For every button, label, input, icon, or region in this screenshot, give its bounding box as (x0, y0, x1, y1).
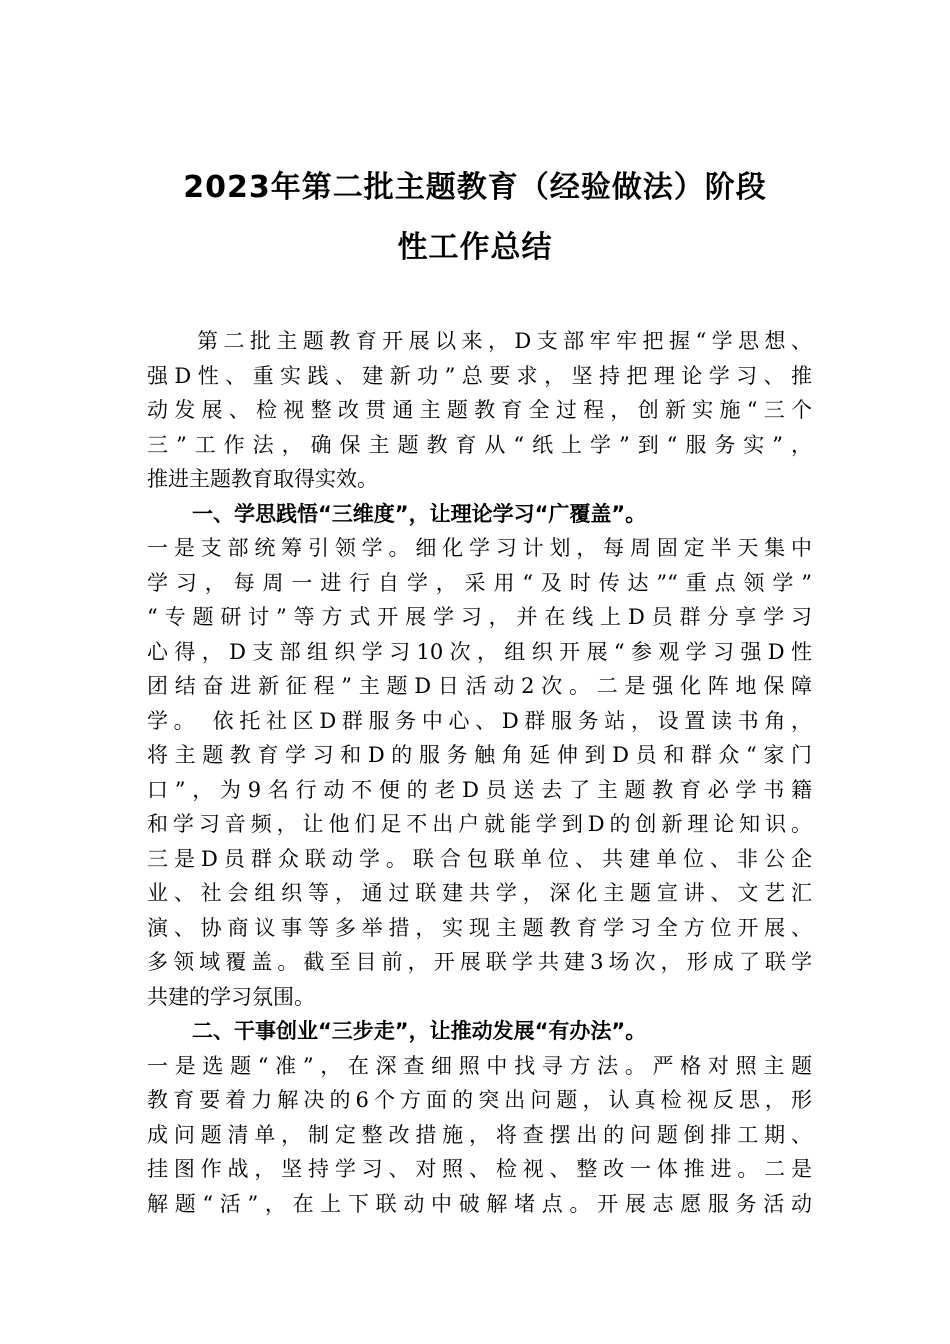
paragraph-line: 强D性、重实践、建新功”总要求，坚持把理论学习、推 (147, 363, 812, 388)
document-body (147, 324, 812, 1221)
paragraph-line: 学习，每周一进行自学，采用“及时传达”“重点领学” (147, 570, 812, 595)
document-title-line-2: 性工作总结 (397, 230, 553, 265)
paragraph-line: 共建的学习氛围。 (147, 984, 315, 1009)
paragraph-line: 动发展、检视整改贯通主题教育全过程，创新实施“三个 (147, 398, 812, 422)
paragraph-line: 第二批主题教育开展以来，D支部牢牢把握“学思想、 (197, 329, 812, 353)
paragraph-line: “专题研讨”等方式开展学习，并在线上D员群分享学习 (147, 605, 812, 629)
paragraph-line: 教育要着力解决的6个方面的突出问题，认真检视反思，形 (147, 1088, 812, 1112)
paragraph-line: 学。 依托社区D群服务中心、D群服务站，设置读书角， (147, 708, 812, 733)
paragraph-line: 推进主题教育取得实效。 (147, 467, 378, 491)
paragraph-line: 团结奋进新征程”主题D日活动2次。二是强化阵地保障 (147, 674, 812, 698)
paragraph-line: 挂图作战，坚持学习、对照、检视、整改一体推进。二是 (147, 1157, 812, 1181)
paragraph-line: 演、协商议事等多举措，实现主题教育学习全方位开展、 (147, 915, 812, 940)
paragraph-line: 将主题教育学习和D的服务触角延伸到D员和群众“家门 (147, 743, 812, 767)
paragraph-line: 三”工作法，确保主题教育从“纸上学”到“服务实”， (147, 432, 812, 457)
document-title-line-1: 2023年第二批主题教育（经验做法）阶段 (183, 170, 767, 205)
paragraph-line: 解题“活”，在上下联动中破解堵点。开展志愿服务活动 (147, 1191, 812, 1216)
paragraph-line: 一是选题“准”，在深查细照中找寻方法。严格对照主题 (147, 1053, 812, 1078)
paragraph-line: 多领域覆盖。截至目前，开展联学共建3场次，形成了联学 (147, 950, 812, 974)
paragraph-line: 心得，D支部组织学习10次，组织开展“参观学习强D性 (147, 639, 812, 664)
paragraph-line: 和学习音频，让他们足不出户就能学到D的创新理论知识。 (147, 812, 812, 836)
paragraph-line: 业、社会组织等，通过联建共学，深化主题宣讲、文艺汇 (147, 881, 812, 905)
paragraph-line: 口”，为9名行动不便的老D员送去了主题教育必学书籍 (147, 777, 812, 802)
paragraph-line: 成问题清单，制定整改措施，将查摆出的问题倒排工期、 (147, 1122, 812, 1147)
paragraph-line: 一是支部统筹引领学。细化学习计划，每周固定半天集中 (147, 536, 812, 560)
section-heading-2: 二、干事创业“三步走”，让推动发展“有办法”。 (192, 1019, 647, 1043)
paragraph-line: 三是D员群众联动学。联合包联单位、共建单位、非公企 (147, 846, 812, 871)
section-heading-1: 一、学思践悟“三维度”，让理论学习“广覆盖”。 (192, 501, 647, 526)
